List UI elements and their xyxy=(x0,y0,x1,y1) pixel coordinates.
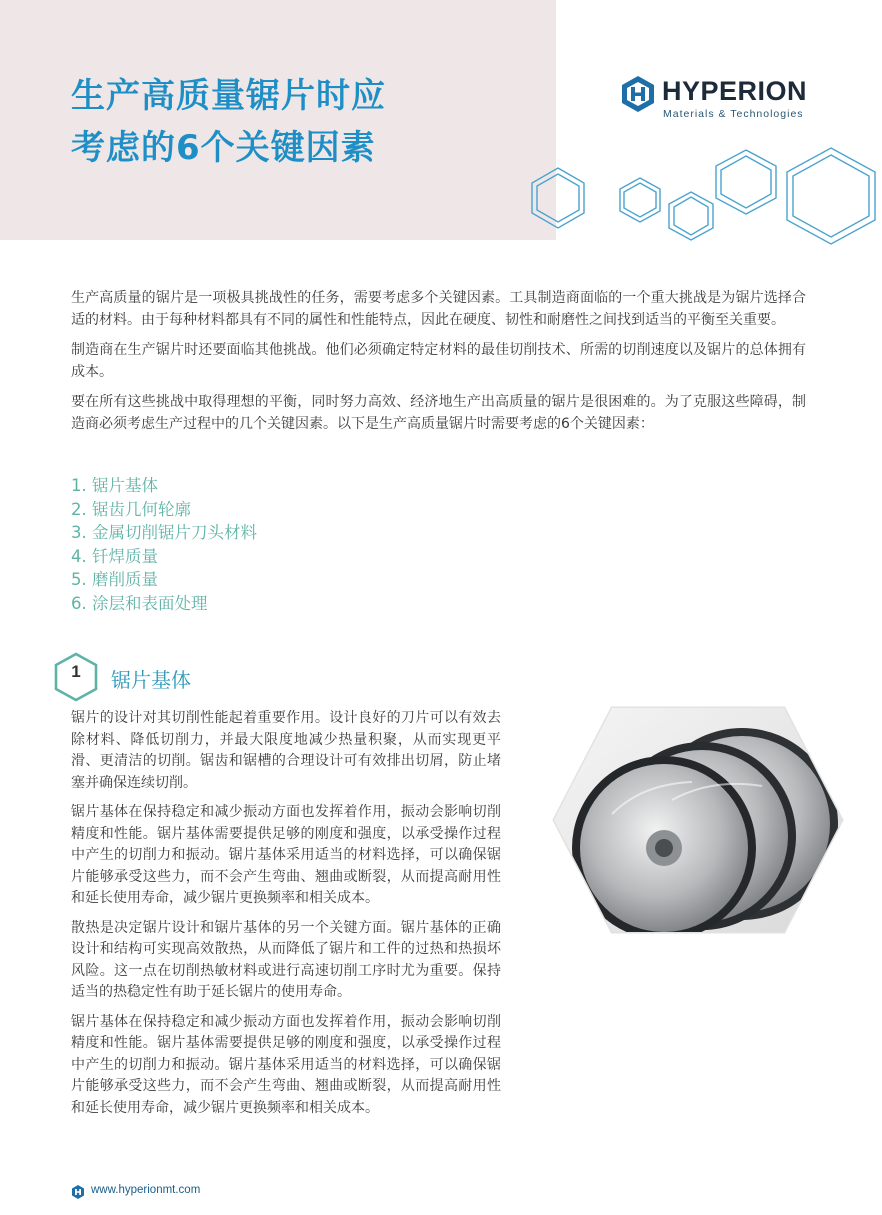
deco-hex-2-inner xyxy=(624,183,656,217)
section-paragraph-3: 散热是决定锯片设计和锯片基体的另一个关键方面。锯片基体的正确设计和结构可实现高效散热，从而降低了锯片和工件的过热和热损坏风险。这一点在切削热敏材料或进行高速切削工序时尤为重要。保持适当的热稳定性有助于延长锯片的使用寿命。 xyxy=(71,919,501,1000)
page-title xyxy=(71,70,386,174)
section-paragraph-1: 锯片的设计对其切削性能起着重要作用。设计良好的刀片可以有效去除材料、降低切削力，并最大限度地减少热量积聚，从而实现更平滑、更清洁的切削。锯齿和锯槽的合理设计可有效排出切屑，防止堵塞并确保连续切削。 xyxy=(71,710,501,791)
hyperion-small-logo-icon xyxy=(71,1184,85,1200)
factor-item: 1. 锯片基体 xyxy=(71,476,158,495)
saw-blades-photo xyxy=(552,704,844,936)
logo-tagline: Materials & Technologies xyxy=(663,108,804,120)
page-title-line-2: 考虑的6个关键因素 xyxy=(71,128,376,168)
website-link[interactable]: www.hyperionmt.com xyxy=(91,1184,201,1196)
factor-item: 2. 锯齿几何轮廓 xyxy=(71,499,191,519)
intro-paragraph-1: 生产高质量的锯片是一项极具挑战性的任务，需要考虑多个关键因素。工具制造商面临的一个重大挑战是为锯片选择合适的材料。由于每种材料都具有不同的属性和性能特点，因此在硬度、韧性和耐磨性之间找到适当的平衡至关重要。 xyxy=(71,290,806,328)
factor-list xyxy=(71,474,257,615)
deco-hex-3-inner xyxy=(674,197,708,235)
hexagon-decoration-icon xyxy=(520,140,882,260)
section-title: 锯片基体 xyxy=(111,668,191,692)
factor-item: 5. 磨削质量 xyxy=(71,570,158,589)
factor-item: 3. 金属切削锯片刀头材料 xyxy=(71,523,257,542)
section-1-body xyxy=(71,708,501,1127)
section-paragraph-4: 锯片基体在保持稳定和减少振动方面也发挥着作用，振动会影响切削精度和性能。锯片基体需要提供足够的刚度和强度，以承受操作过程中产生的切削力和振动。锯片基体采用适当的材料选择，可以确保锯片能够承受这些力，而不会产生弯曲、翘曲或断裂，从而提高耐用性和延长使用寿命，减少锯片更换频率和相关成本。 xyxy=(71,1013,501,1116)
page-title-line-1: 生产高质量锯片时应 xyxy=(71,76,386,116)
section-paragraph-2: 锯片基体在保持稳定和减少振动方面也发挥着作用，振动会影响切削精度和性能。锯片基体需要提供足够的刚度和强度，以承受操作过程中产生的切削力和振动。锯片基体采用适当的材料选择，可以确保锯片能够承受这些力，而不会产生弯曲、翘曲或断裂，从而提高耐用性和延长使用寿命，减少锯片更换频率和相关成本。 xyxy=(71,804,501,906)
section-number: 1 xyxy=(71,662,81,681)
deco-hex-1-inner xyxy=(537,174,579,222)
company-logo xyxy=(620,74,820,122)
deco-hex-1 xyxy=(532,168,584,228)
section-1-heading xyxy=(54,652,354,702)
deco-hex-5-inner xyxy=(793,155,869,237)
deco-hex-3 xyxy=(669,192,713,240)
factor-item: 4. 钎焊质量 xyxy=(71,546,158,566)
logo-wordmark: HYPERION xyxy=(662,76,808,106)
deco-hex-4 xyxy=(716,150,776,214)
deco-hex-5 xyxy=(787,148,875,244)
intro-paragraph-2: 制造商在生产锯片时还要面临其他挑战。他们必须确定特定材料的最佳切削技术、所需的切削速度以及锯片的总体拥有成本。 xyxy=(71,342,806,380)
deco-hex-2 xyxy=(620,178,660,222)
intro-paragraph-3: 要在所有这些挑战中取得理想的平衡，同时努力高效、经济地生产出高质量的锯片是很困难的。为了克服这些障碍，制造商必须考虑生产过程中的几个关键因素。以下是生产高质量锯片时需要考虑的6个关键因素： xyxy=(71,394,806,432)
hyperion-hex-h-icon xyxy=(620,74,656,114)
deco-hex-4-inner xyxy=(721,156,771,208)
factor-item: 6. 涂层和表面处理 xyxy=(71,593,208,613)
intro-text xyxy=(71,287,806,443)
